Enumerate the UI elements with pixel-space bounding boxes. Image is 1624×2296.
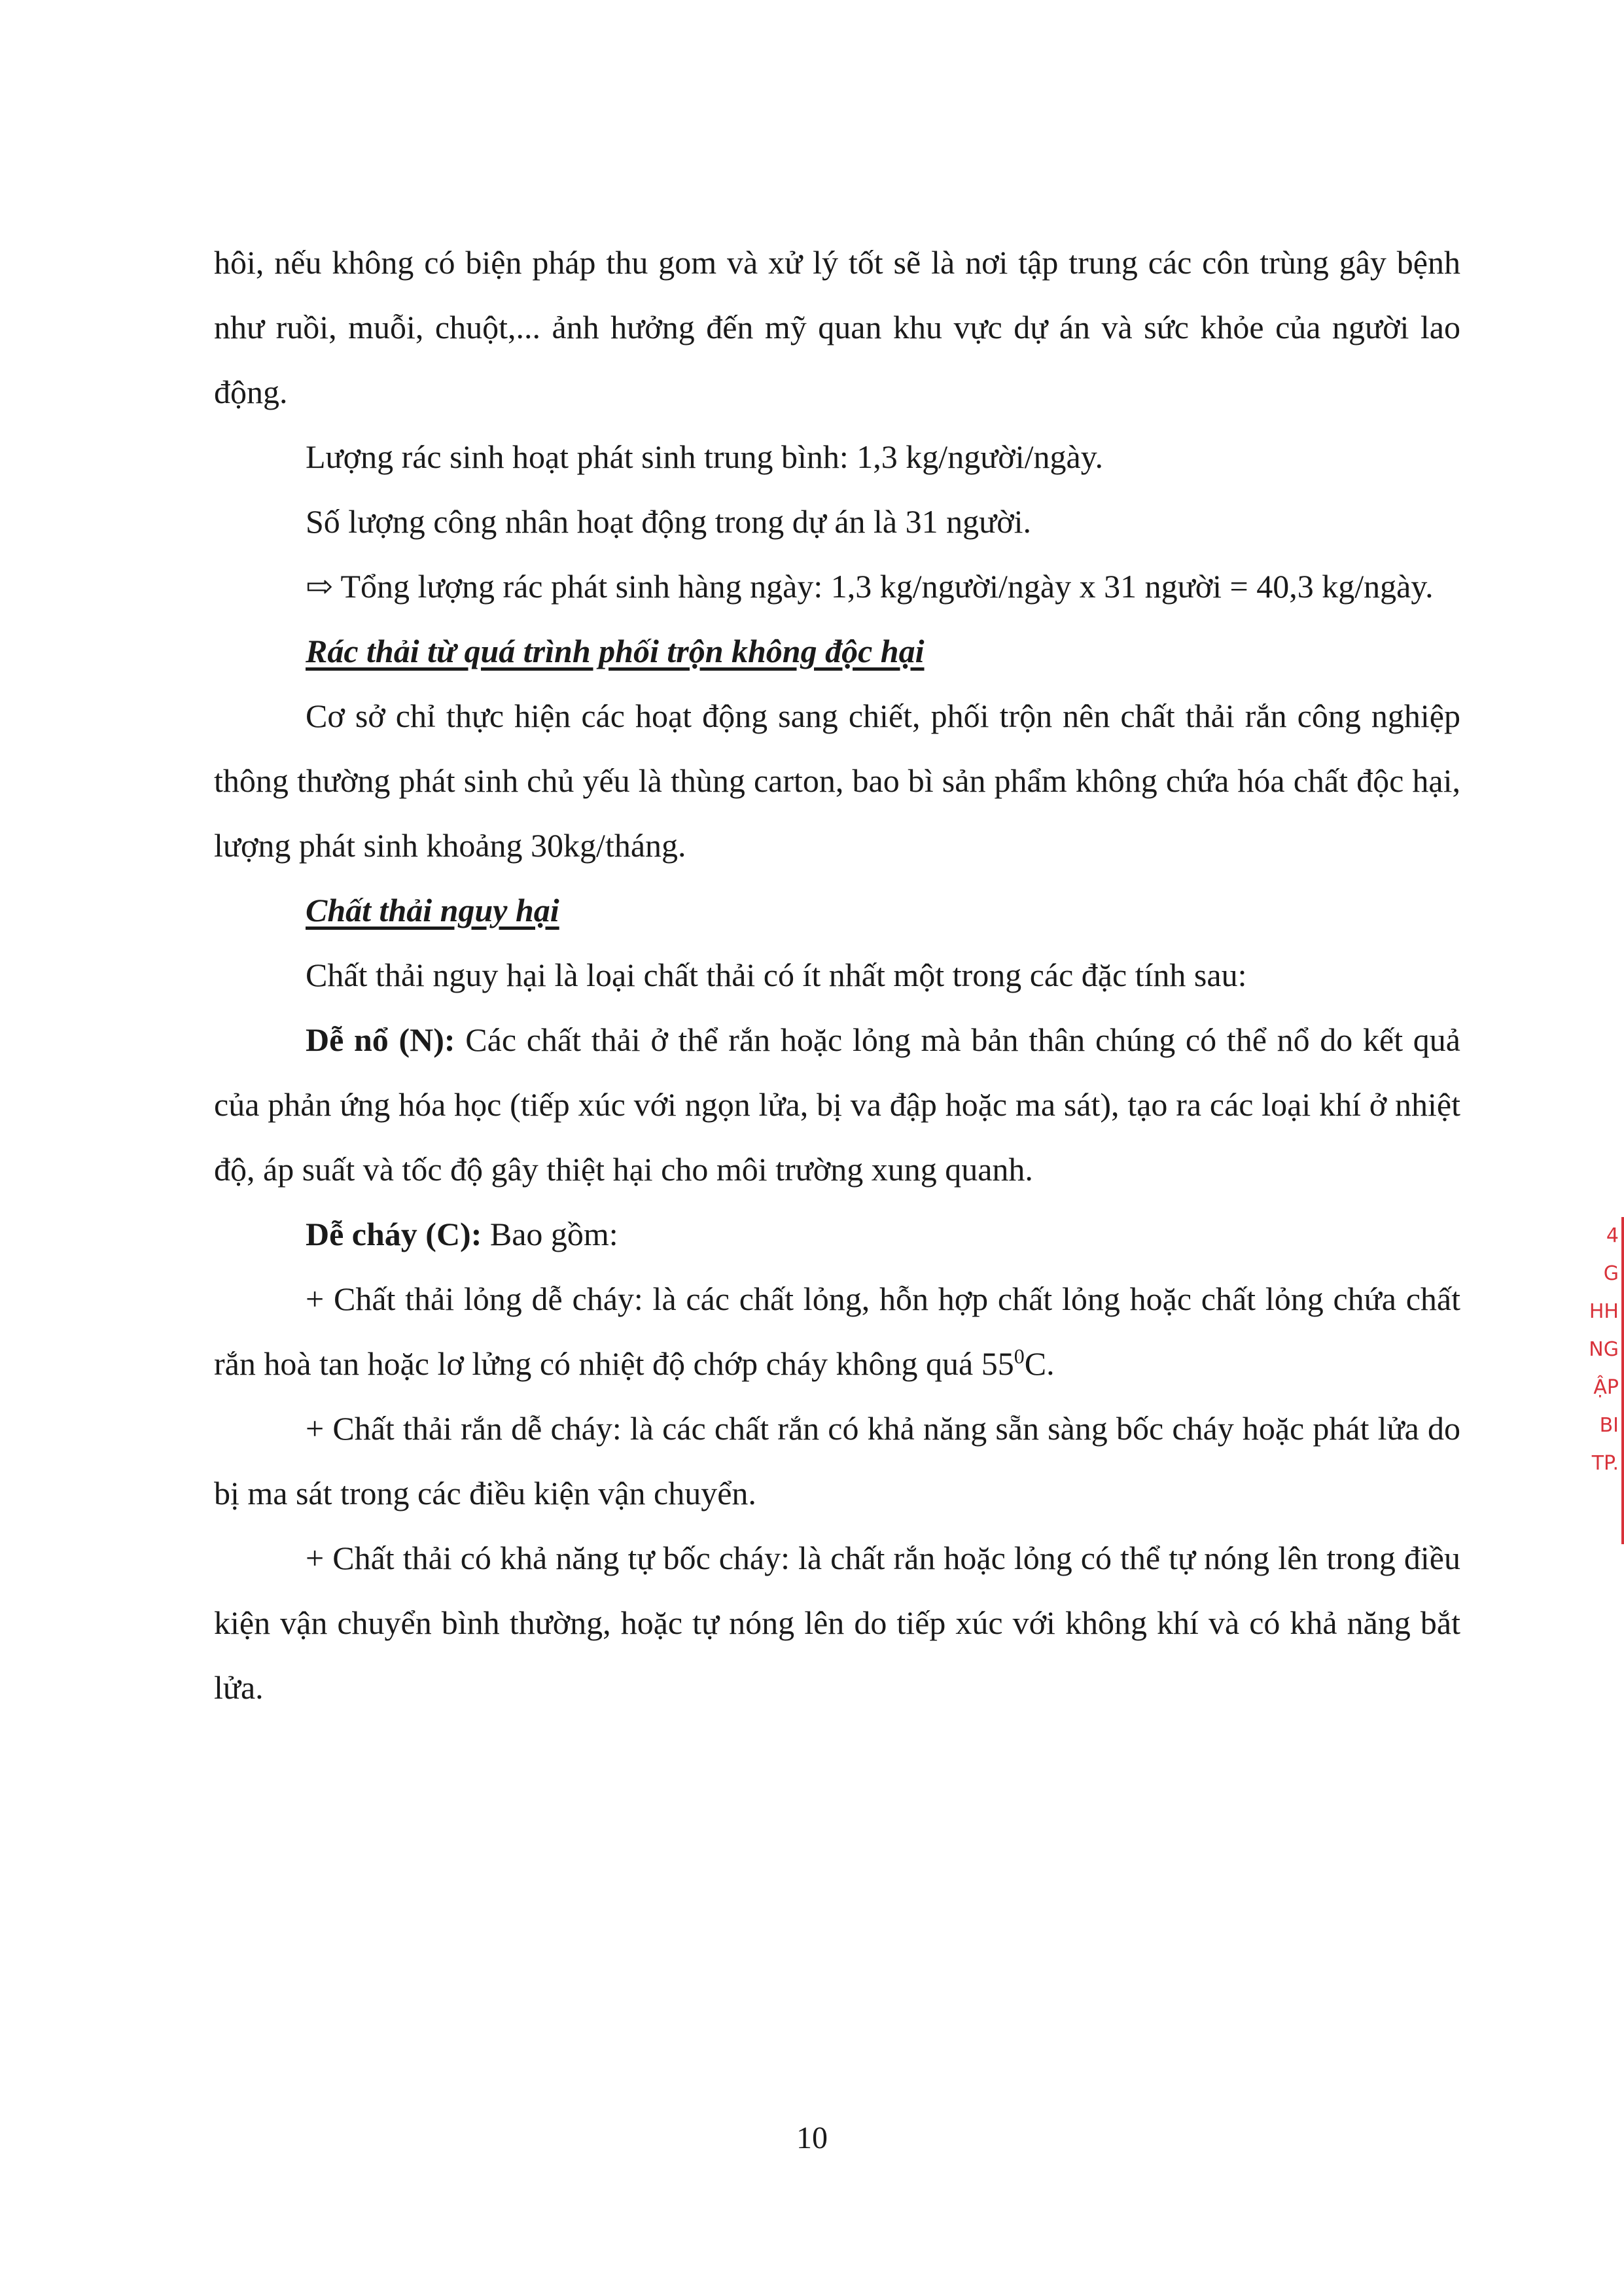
heading-hazardous-waste (214, 878, 1460, 943)
flammable-label: Dễ cháy (C): (306, 1216, 482, 1252)
liquid-superscript: 0 (1014, 1344, 1025, 1368)
paragraph-total: ⇨ Tổng lượng rác phát sinh hàng ngày: 1,3 kg/người/ngày x 31 người = 40,3 kg/ngày. (306, 568, 1434, 605)
explosive-text: Các chất thải ở thể rắn hoặc lỏng mà bản thân chúng có thể nổ do kết quả của phản ứng hóa học (tiếp xúc với ngọn lửa, bị va đập hoặc ma sát), tạo ra các loại khí ở nhiệt độ, áp suất và tốc độ gây thiệt hại cho môi trường xung quanh. (214, 1021, 1460, 1188)
heading-mixing-text: Rác thải từ quá trình phối trộn không độc hại (306, 633, 925, 669)
stamp-line: TP. (1591, 1452, 1619, 1475)
paragraph-flammable (214, 1202, 1460, 1267)
paragraph-intro: hôi, nếu không có biện pháp thu gom và xử lý tốt sẽ là nơi tập trung các côn trùng gây bệnh như ruồi, muỗi, chuột,... ảnh hưởng đến mỹ quan khu vực dự án và sức khỏe của người lao động. (214, 244, 1460, 410)
text-body (214, 230, 1460, 1720)
paragraph-explosive (214, 1008, 1460, 1202)
stamp-line: NG (1589, 1338, 1619, 1361)
paragraph-mixing: Cơ sở chỉ thực hiện các hoạt động sang chiết, phối trộn nên chất thải rắn công nghiệp thông thường phát sinh chủ yếu là thùng carton, bao bì sản phẩm không chứa hóa chất độc hại, lượng phát sinh khoảng 30kg/tháng. (214, 698, 1460, 864)
paragraph-self-igniting: + Chất thải có khả năng tự bốc cháy: là chất rắn hoặc lỏng có thể tự nóng lên trong điều kiện vận chuyển bình thường, hoặc tự nóng lên do tiếp xúc với không khí và có khả năng bắt lửa. (214, 1540, 1460, 1706)
stamp-line: G (1603, 1262, 1619, 1285)
paragraph-workers: Số lượng công nhân hoạt động trong dự án là 31 người. (306, 503, 1032, 540)
paragraph-solid-flammable: + Chất thải rắn dễ cháy: là các chất rắn có khả năng sẵn sàng bốc cháy hoặc phát lửa do bị ma sát trong các điều kiện vận chuyển. (214, 1410, 1460, 1511)
liquid-end: C. (1024, 1345, 1055, 1382)
flammable-text: Bao gồm: (482, 1216, 618, 1252)
stamp-line: HH (1589, 1300, 1619, 1323)
liquid-text: + Chất thải lỏng dễ cháy: là các chất lỏng, hỗn hợp chất lỏng hoặc chất lỏng chứa chất rắn hoà tan hoặc lơ lửng có nhiệt độ chớp cháy không quá 55 (214, 1280, 1460, 1382)
heading-hazard-text: Chất thải nguy hại (306, 892, 559, 928)
explosive-label: Dễ nổ (N): (306, 1021, 455, 1058)
paragraph-liquid-flammable (214, 1267, 1460, 1396)
page-number: 10 (796, 2121, 828, 2155)
heading-mixing-waste (214, 619, 1460, 684)
stamp-line: 4 (1606, 1224, 1619, 1247)
paragraph-hazard-definition: Chất thải nguy hại là loại chất thải có ít nhất một trong các đặc tính sau: (306, 957, 1247, 993)
stamp-line: ẬP (1593, 1376, 1619, 1399)
stamp-line: BI (1599, 1414, 1619, 1437)
paragraph-rate: Lượng rác sinh hoạt phát sinh trung bình: 1,3 kg/người/ngày. (306, 438, 1103, 475)
red-stamp-fragment (1574, 1217, 1624, 1544)
